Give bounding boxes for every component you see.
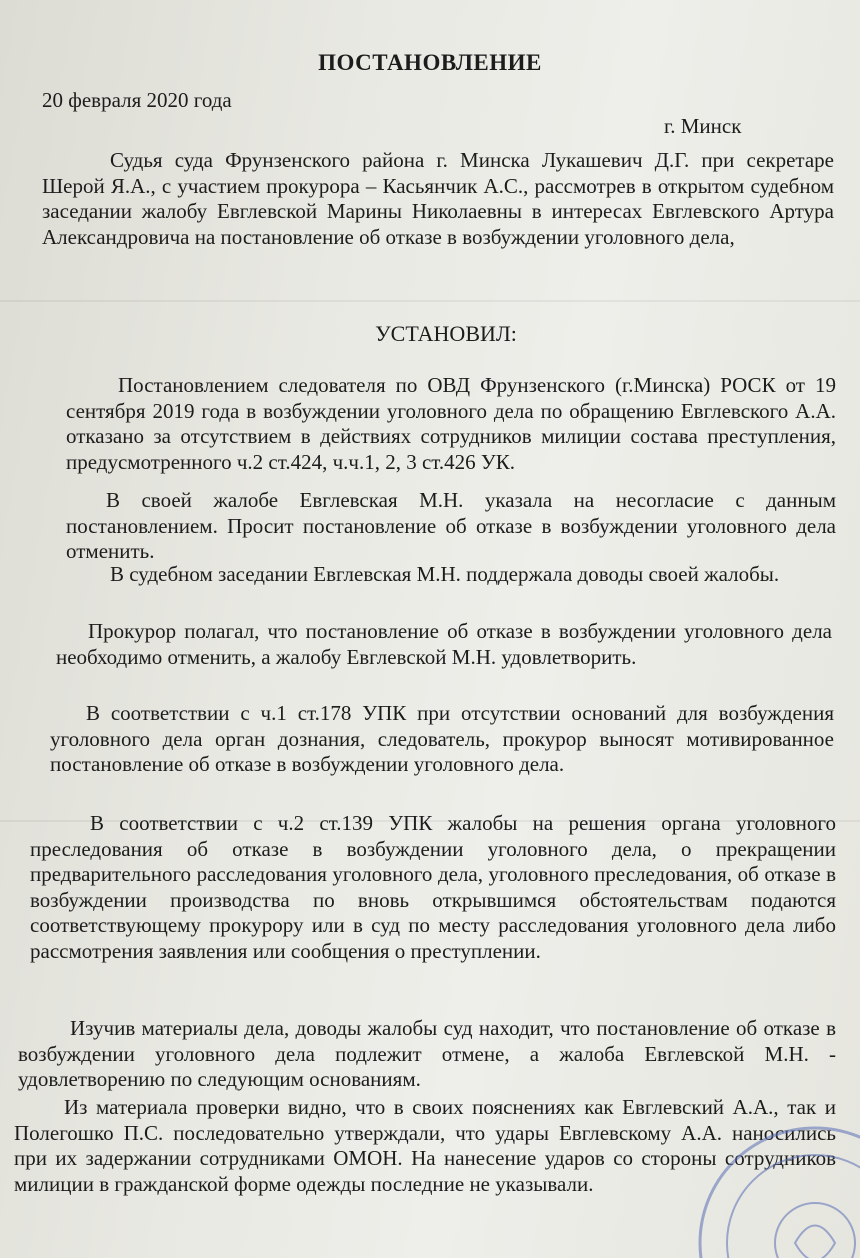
document-city: г. Минск <box>664 114 742 138</box>
document-date: 20 февраля 2020 года <box>42 88 232 112</box>
document-title: ПОСТАНОВЛЕНИЕ <box>318 50 542 75</box>
paragraph-8: Из материала проверки видно, что в своих пояснениях как Евглевский А.А., так и Полегошко П.С. последовательно утверждали, что удары Евглевскому А.А. наносились при их задержании сотрудниками ОМОН. На нанесение ударов со стороны сотрудников милиции в гражданской форме одежды последние не указывали. <box>14 1095 836 1196</box>
paragraph-7: Изучив материалы дела, доводы жалобы суд находит, что постановление об отказе в возбуждении уголовного дела подлежит отмене, а жалоба Евглевской М.Н. - удовлетворению по следующим основаниям. <box>18 1016 836 1091</box>
paragraph-2: В своей жалобе Евглевская М.Н. указала на несогласие с данным постановлением. Просит постановление об отказе в возбуждении уголовного дела отменить. <box>66 488 836 563</box>
intro-paragraph: Судья суда Фрунзенского района г. Минска Лукашевич Д.Г. при секретаре Шерой Я.А., с участием прокурора – Касьянчик А.С., рассмотрев в открытом судебном заседании жалобу Евглевской Марины Николаевны в интересах Евглевского Артура Александровича на постановление об отказе в возбуждении уголовного дела, <box>42 148 834 249</box>
paragraph-3: В судебном заседании Евглевская М.Н. поддержала доводы своей жалобы. <box>110 562 780 586</box>
paragraph-5: В соответствии с ч.1 ст.178 УПК при отсутствии оснований для возбуждения уголовного дела орган дознания, следователь, прокурор выносят мотивированное постановление об отказе в возбуждении уголовного дела. <box>50 701 834 776</box>
paragraph-6: В соответствии с ч.2 ст.139 УПК жалобы на решения органа уголовного преследования об отказе в возбуждении уголовного дела, о прекращении предварительного расследования уголовного дела, уголовного преследования, об отказе в возбуждении производства по вновь открывшимся обстоятельствам подаются соответствующему прокурору или в суд по месту расследования уголовного дела либо рассмотрения заявления или сообщения о преступлении. <box>30 811 836 963</box>
court-stamp-icon <box>690 1118 860 1258</box>
paper-fold <box>0 300 860 302</box>
paragraph-1: Постановлением следователя по ОВД Фрунзенского (г.Минска) РОСК от 19 сентября 2019 года в возбуждении уголовного дела по обращению Евглевского А.А. отказано за отсутствием в действиях сотрудников милиции состава преступления, предусмотренного ч.2 ст.424, ч.ч.1, 2, 3 ст.426 УК. <box>66 373 836 474</box>
paragraph-4: Прокурор полагал, что постановление об отказе в возбуждении уголовного дела необходимо отменить, а жалобу Евглевской М.Н. удовлетворить. <box>56 619 832 669</box>
section-heading: УСТАНОВИЛ: <box>375 321 517 346</box>
